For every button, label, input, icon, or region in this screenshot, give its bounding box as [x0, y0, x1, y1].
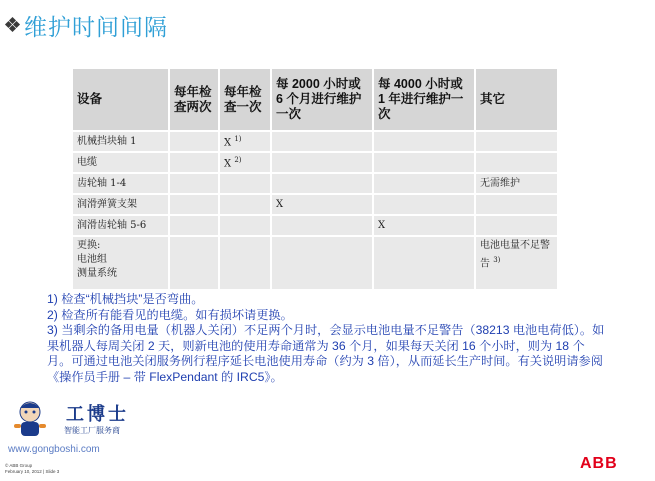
table-row: [73, 131, 557, 152]
cell-once: [219, 152, 271, 173]
header-other: 其它: [475, 69, 557, 131]
mark: X: [224, 158, 232, 170]
cell-equipment: [73, 236, 169, 289]
table-row: [73, 236, 557, 289]
cell-other: [475, 131, 557, 152]
header-twice-yearly: 每年检查两次: [169, 69, 219, 131]
cell-equipment: 齿轮轴 1-4: [73, 173, 169, 194]
abb-logo: ABB: [580, 455, 618, 472]
cell-once: [219, 173, 271, 194]
cell-equipment: 润滑弹簧支架: [73, 194, 169, 215]
cell-2000h: [271, 131, 373, 152]
slide-footer: [5, 463, 59, 475]
table-row: [73, 194, 557, 215]
cell-twice: [169, 131, 219, 152]
cell-once: [219, 131, 271, 152]
cell-twice: [169, 236, 219, 289]
cell-other: 无需维护: [475, 173, 557, 194]
slide-date: February 10, 2012 | Slide 3: [5, 469, 60, 474]
table-row: [73, 173, 557, 194]
cell-once: [219, 194, 271, 215]
table-row: [73, 215, 557, 236]
slide-title-row: [6, 10, 168, 40]
header-4000-hours: 每 4000 小时或 1 年进行维护一次: [373, 69, 475, 131]
brand-tagline: 智能工厂服务商: [64, 426, 120, 435]
cell-2000h: [271, 173, 373, 194]
mark: X: [224, 137, 232, 149]
header-equipment: 设备: [73, 69, 169, 131]
brand-url: www.gongboshi.com: [8, 444, 100, 455]
cell-4000h: [373, 173, 475, 194]
slide-title: 维护时间间隔: [24, 13, 168, 40]
header-yearly: 每年检查一次: [219, 69, 271, 131]
footnote-3: 3) 当剩余的备用电量（机器人关闭）不足两个月时，会显示电池电量不足警告（38213 电池电荷低）。如果机器人每周关闭 2 天，则新电池的使用寿命通常为 36 个月，如果每天关闭 16 个小时，则为 18 个月。可通过电池关闭服务例行程序延长电池使用寿命（约为 3 倍），从而延长生产时间。有关说明请参阅《操作员手册 – 带 FlexPendant 的 IRC5》。: [47, 323, 605, 384]
footnotes: [47, 292, 607, 385]
cell-equipment: 润滑齿轮轴 5-6: [73, 215, 169, 236]
cell-2000h: [271, 152, 373, 173]
cell-2000h: [271, 215, 373, 236]
watermark-logo: [4, 398, 154, 455]
cell-twice: [169, 215, 219, 236]
cell-once: [219, 236, 271, 289]
cell-2000h: X: [271, 194, 373, 215]
other-text: 电池电量不足警告: [480, 240, 550, 270]
cell-twice: [169, 194, 219, 215]
cell-4000h: [373, 194, 475, 215]
cell-other: [475, 215, 557, 236]
cell-other: [475, 194, 557, 215]
footnote-2: 2) 检查所有能看见的电缆。如有损坏请更换。: [47, 307, 293, 322]
diamond-bullet-icon: [6, 18, 20, 32]
footnote-ref: 3): [493, 256, 501, 264]
cell-2000h: [271, 236, 373, 289]
mascot-icon: [8, 398, 52, 442]
cell-equipment: 机械挡块轴 1: [73, 131, 169, 152]
copyright: © ABB Group: [5, 463, 33, 468]
cell-equipment: 电缆: [73, 152, 169, 173]
cell-4000h: X: [373, 215, 475, 236]
cell-twice: [169, 152, 219, 173]
footnote-ref: 1): [234, 135, 242, 144]
equipment-line: 更换:: [77, 240, 101, 251]
header-2000-hours: 每 2000 小时或 6 个月进行维护一次: [271, 69, 373, 131]
cell-4000h: [373, 131, 475, 152]
footnote-1: 1) 检查“机械挡块”是否弯曲。: [47, 292, 204, 306]
cell-once: [219, 215, 271, 236]
cell-4000h: [373, 152, 475, 173]
cell-other: [475, 236, 557, 289]
cell-twice: [169, 173, 219, 194]
maintenance-table: [73, 69, 557, 289]
table-header-row: [73, 69, 557, 131]
cell-other: [475, 152, 557, 173]
footnote-ref: 2): [234, 156, 242, 165]
equipment-line: 电池组: [77, 254, 107, 265]
table-row: [73, 152, 557, 173]
equipment-line: 测量系统: [77, 268, 117, 279]
cell-4000h: [373, 236, 475, 289]
brand-name: 工博士: [66, 404, 129, 425]
